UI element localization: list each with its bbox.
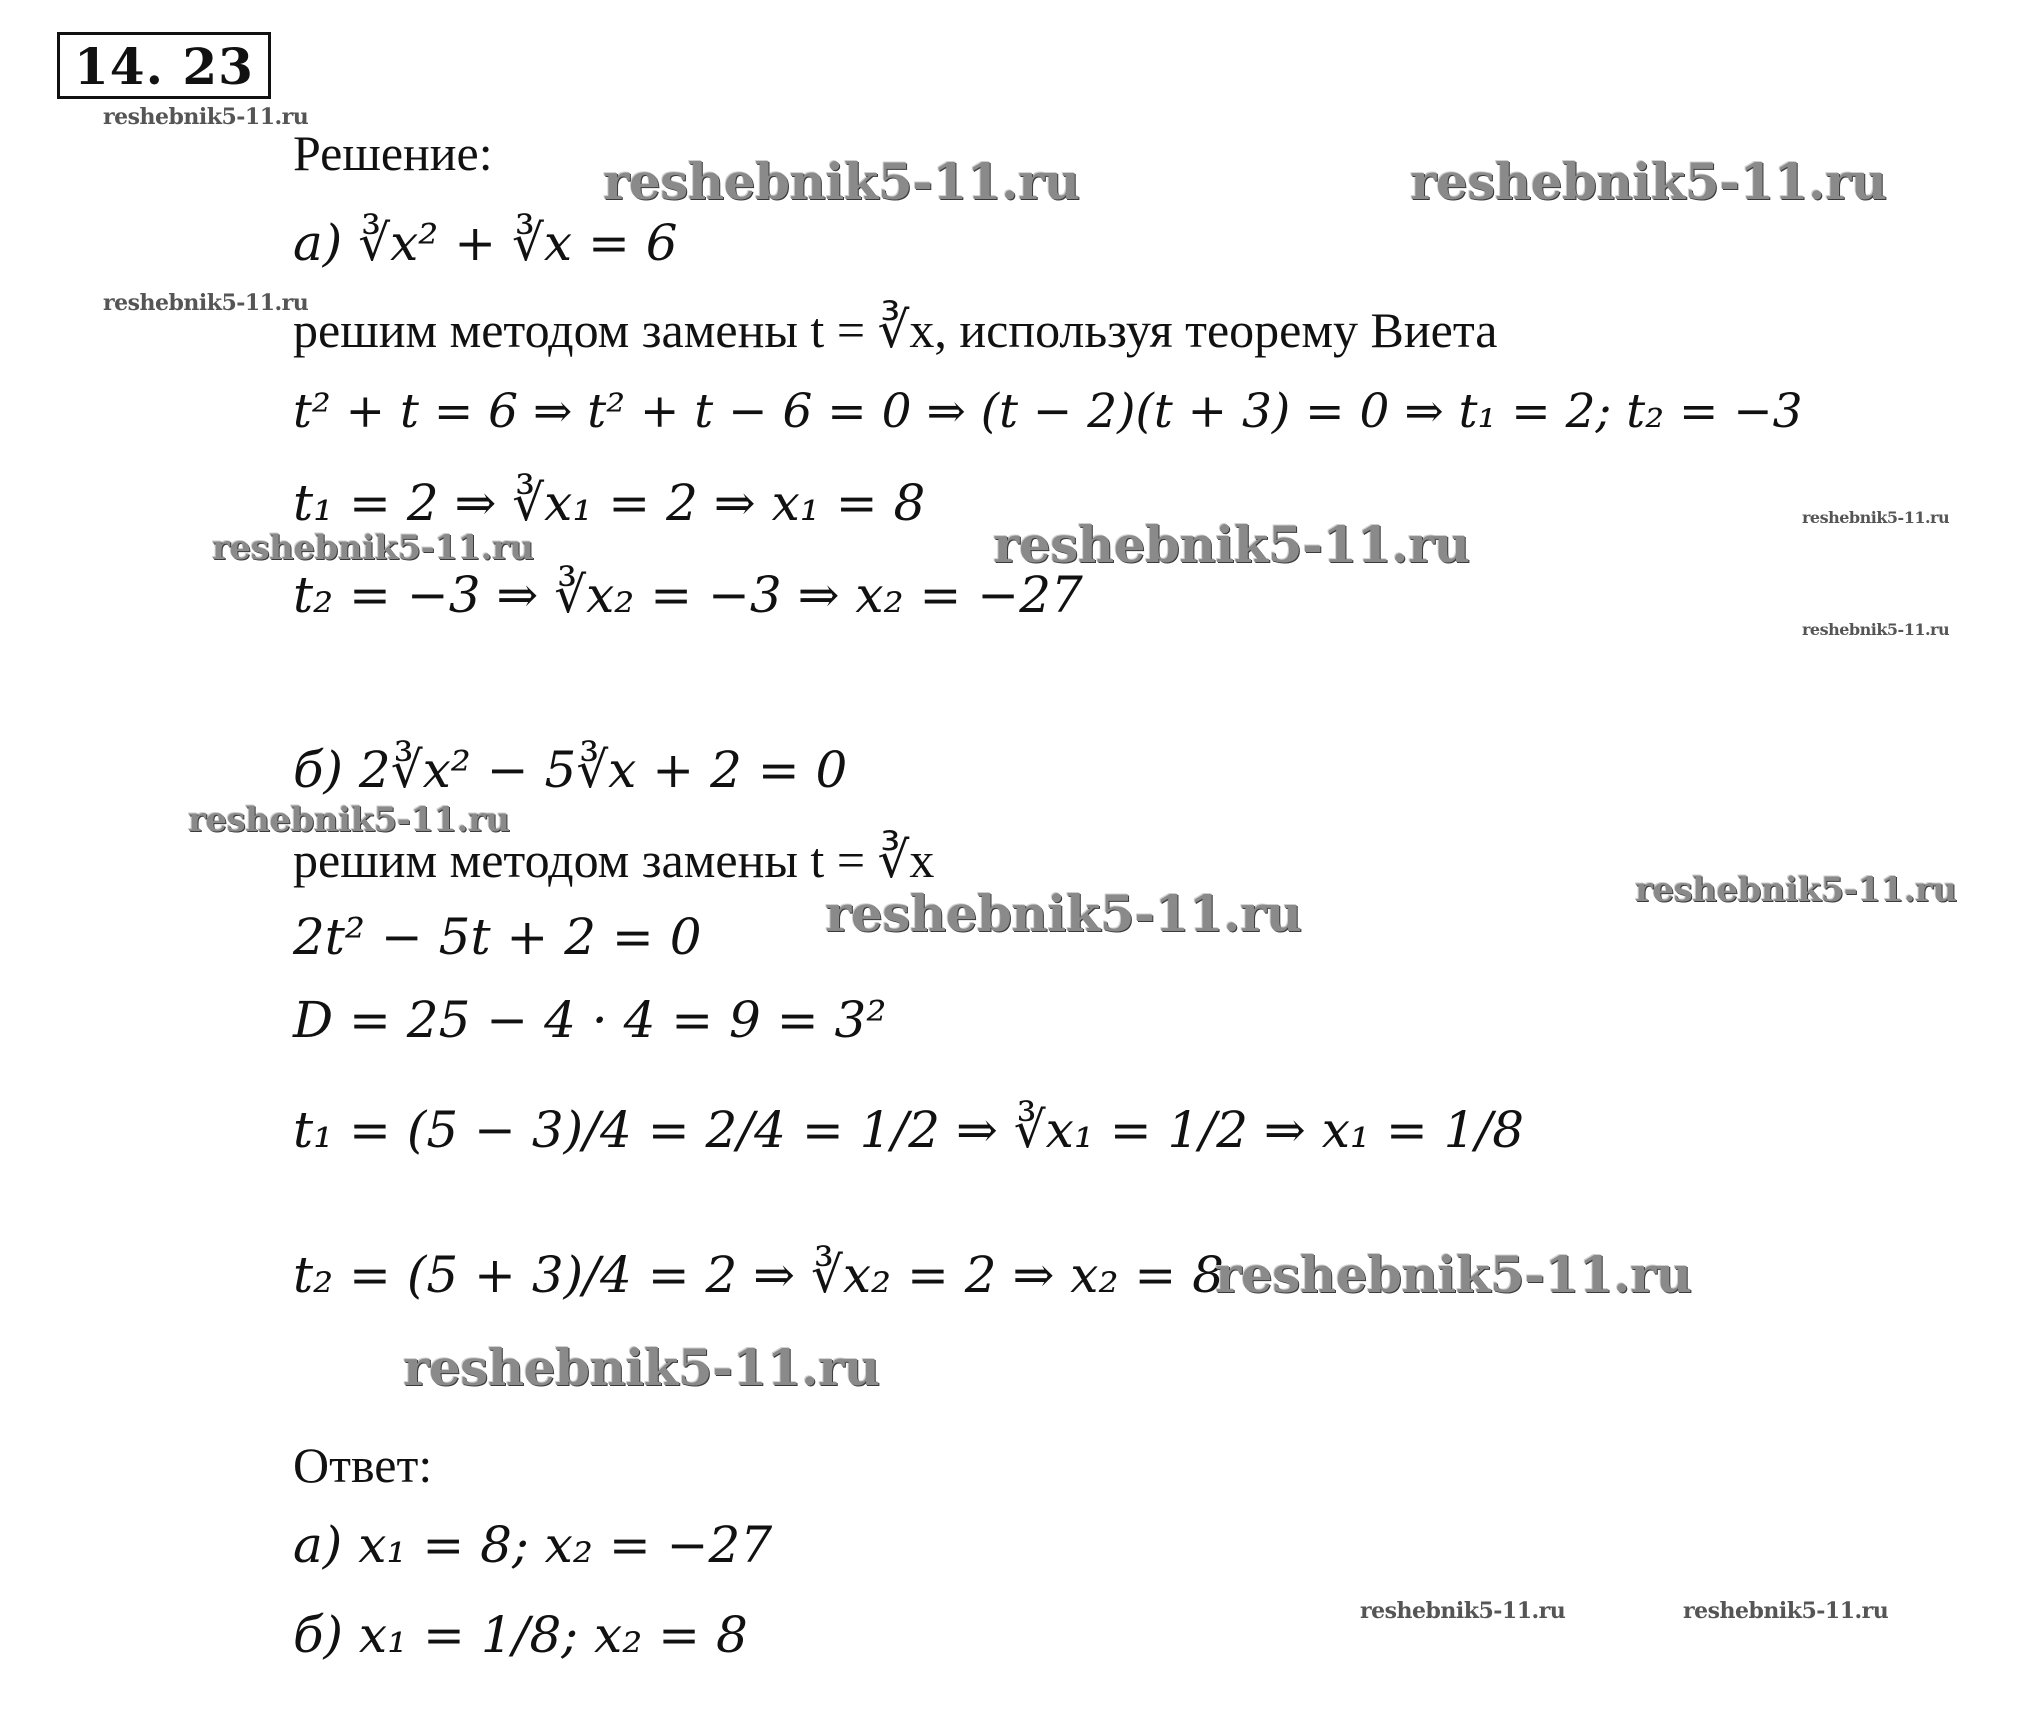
answer-b: б) x₁ = 1/8; x₂ = 8 [293, 1606, 748, 1664]
part-a-equation: а) ∛x² + ∛x = 6 [293, 214, 678, 272]
watermark: reshebnik5-11.ru [188, 800, 510, 840]
part-b-step-3: t₁ = (5 − 3)/4 = 2/4 = 1/2 ⇒ ∛x₁ = 1/2 ⇒ x₁ = 1/8 [293, 1101, 1525, 1159]
solution-heading: Решение: [293, 125, 493, 181]
part-b-step-2: D = 25 − 4 · 4 = 9 = 3² [293, 991, 887, 1049]
part-b-step-1: 2t² − 5t + 2 = 0 [293, 908, 702, 966]
watermark: reshebnik5-11.ru [993, 515, 1470, 574]
watermark: reshebnik5-11.ru [825, 884, 1302, 943]
answer-a: а) x₁ = 8; x₂ = −27 [293, 1516, 773, 1574]
part-a-step-1: t² + t = 6 ⇒ t² + t − 6 = 0 ⇒ (t − 2)(t + 3) = 0 ⇒ t₁ = 2; t₂ = −3 [293, 384, 1803, 439]
watermark: reshebnik5-11.ru [1635, 870, 1957, 910]
watermark: reshebnik5-11.ru [1683, 1598, 1889, 1624]
watermark: reshebnik5-11.ru [1215, 1245, 1692, 1304]
answer-heading: Ответ: [293, 1437, 433, 1493]
watermark: reshebnik5-11.ru [603, 152, 1080, 211]
watermark: reshebnik5-11.ru [1802, 620, 1950, 639]
watermark: reshebnik5-11.ru [1802, 508, 1950, 527]
watermark: reshebnik5-11.ru [403, 1338, 880, 1397]
part-b-method: решим методом замены t = ∛x [293, 832, 935, 888]
task-number: 14. 23 [57, 32, 271, 99]
part-a-method: решим методом замены t = ∛x, используя теорему Виета [293, 302, 1498, 358]
part-b-step-4: t₂ = (5 + 3)/4 = 2 ⇒ ∛x₂ = 2 ⇒ x₂ = 8 [293, 1246, 1224, 1304]
watermark: reshebnik5-11.ru [103, 290, 309, 316]
watermark: reshebnik5-11.ru [1360, 1598, 1566, 1624]
part-a-step-3: t₂ = −3 ⇒ ∛x₂ = −3 ⇒ x₂ = −27 [293, 566, 1083, 624]
part-b-equation: б) 2∛x² − 5∛x + 2 = 0 [293, 741, 848, 799]
watermark: reshebnik5-11.ru [1410, 152, 1887, 211]
watermark: reshebnik5-11.ru [212, 528, 534, 568]
watermark: reshebnik5-11.ru [103, 104, 309, 130]
part-a-step-2: t₁ = 2 ⇒ ∛x₁ = 2 ⇒ x₁ = 8 [293, 474, 926, 532]
